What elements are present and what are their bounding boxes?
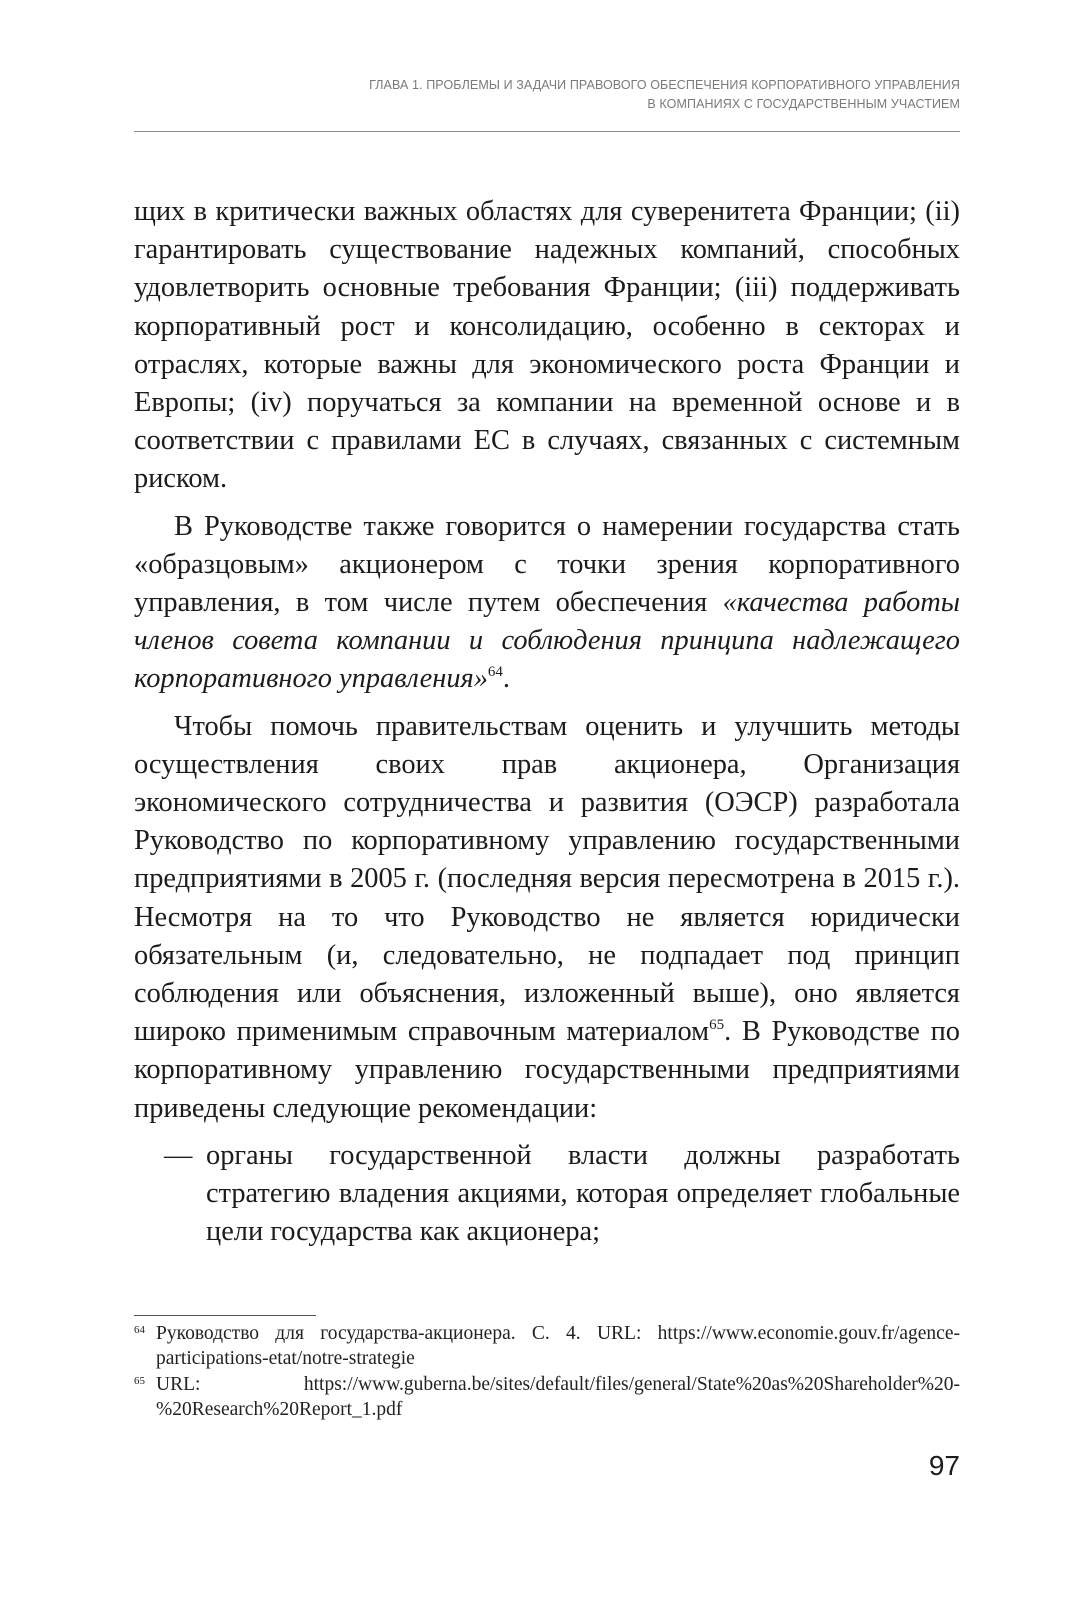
running-header-line-2: В КОМПАНИЯХ С ГОСУДАРСТВЕННЫМ УЧАСТИЕМ: [647, 97, 960, 111]
paragraph-1: щих в критически важных областях для суверенитета Франции; (ii) гарантировать существование надежных компаний, способных удовлетворить основные требования Франции; (iii) поддерживать корпоративный рост и консолидацию, особенно в секторах и отраслях, которые важны для экономического роста Франции и Европы; (iv) поручаться за компании на временной основе и в соответствии с правилами ЕС в случаях, связанных с системным риском.: [134, 196, 960, 495]
footnote-text[interactable]: URL: https://www.guberna.be/sites/default/files/general/State%20as%20Shareholder%20-%20Research%20Report_1.pdf: [156, 1374, 960, 1420]
footnote-text[interactable]: Руководство для государства-акционера. С. 4. URL: https://www.economie.gouv.fr/agence-participations-etat/notre-strategie: [156, 1323, 960, 1369]
running-header: [134, 76, 960, 114]
paragraph-3: [134, 708, 960, 1128]
paragraph-2-lead: В Руководстве также говорится о намерении государства стать «образцовым» акционером с точки зрения корпоративного управления, в том числе путем обеспечения: [134, 510, 960, 619]
footnote-number: 64: [134, 1324, 145, 1336]
main-text: [134, 193, 960, 1260]
footnote-number: 65: [134, 1375, 145, 1387]
header-rule: [134, 131, 960, 132]
footnote-rule: [134, 1315, 316, 1316]
list-item-text: органы государственной власти должны разработать стратегию владения акциями, которая определяет глобальные цели государства как акционера;: [206, 1139, 960, 1248]
list-item: [134, 1137, 960, 1252]
paragraph-2: [134, 508, 960, 699]
paragraph-3-lead: Чтобы помочь правительствам оценить и улучшить методы осуществления своих прав акционера, Организация экономического сотрудничества и развития (ОЭСР) разработала Руководство по корпоративному управлению государственными предприятиями в 2005 г. (последняя версия пересмотрена в 2015 г.). Несмотря на то что Руководство не является юридически обязательным (и, следовательно, не подпадает под принцип соблюдения или объяснения, изложенный выше), оно является широко применимым справочным материалом: [134, 710, 960, 1048]
footnotes: [134, 1322, 960, 1424]
footnote-ref-65[interactable]: 65: [709, 1017, 725, 1034]
footnote-64: [134, 1322, 960, 1371]
page-number: 97: [928, 1450, 960, 1481]
dash-marker: —: [164, 1139, 193, 1171]
footnote-65: [134, 1373, 960, 1422]
paragraph-2-tail: .: [502, 663, 511, 695]
paragraph-2-quote: «качества работы членов совета компании и соблюдения принципа надлежащего корпоративного управления»: [134, 587, 961, 695]
running-header-line-1: ГЛАВА 1. ПРОБЛЕМЫ И ЗАДАЧИ ПРАВОВОГО ОБЕСПЕЧЕНИЯ КОРПОРАТИВНОГО УПРАВЛЕНИЯ: [369, 78, 960, 92]
footnote-ref-64[interactable]: 64: [487, 664, 503, 681]
paragraph-3-tail: . В Руководстве по корпоративному управлению государственными предприятиями приведены следующие рекомендации:: [134, 1016, 960, 1124]
